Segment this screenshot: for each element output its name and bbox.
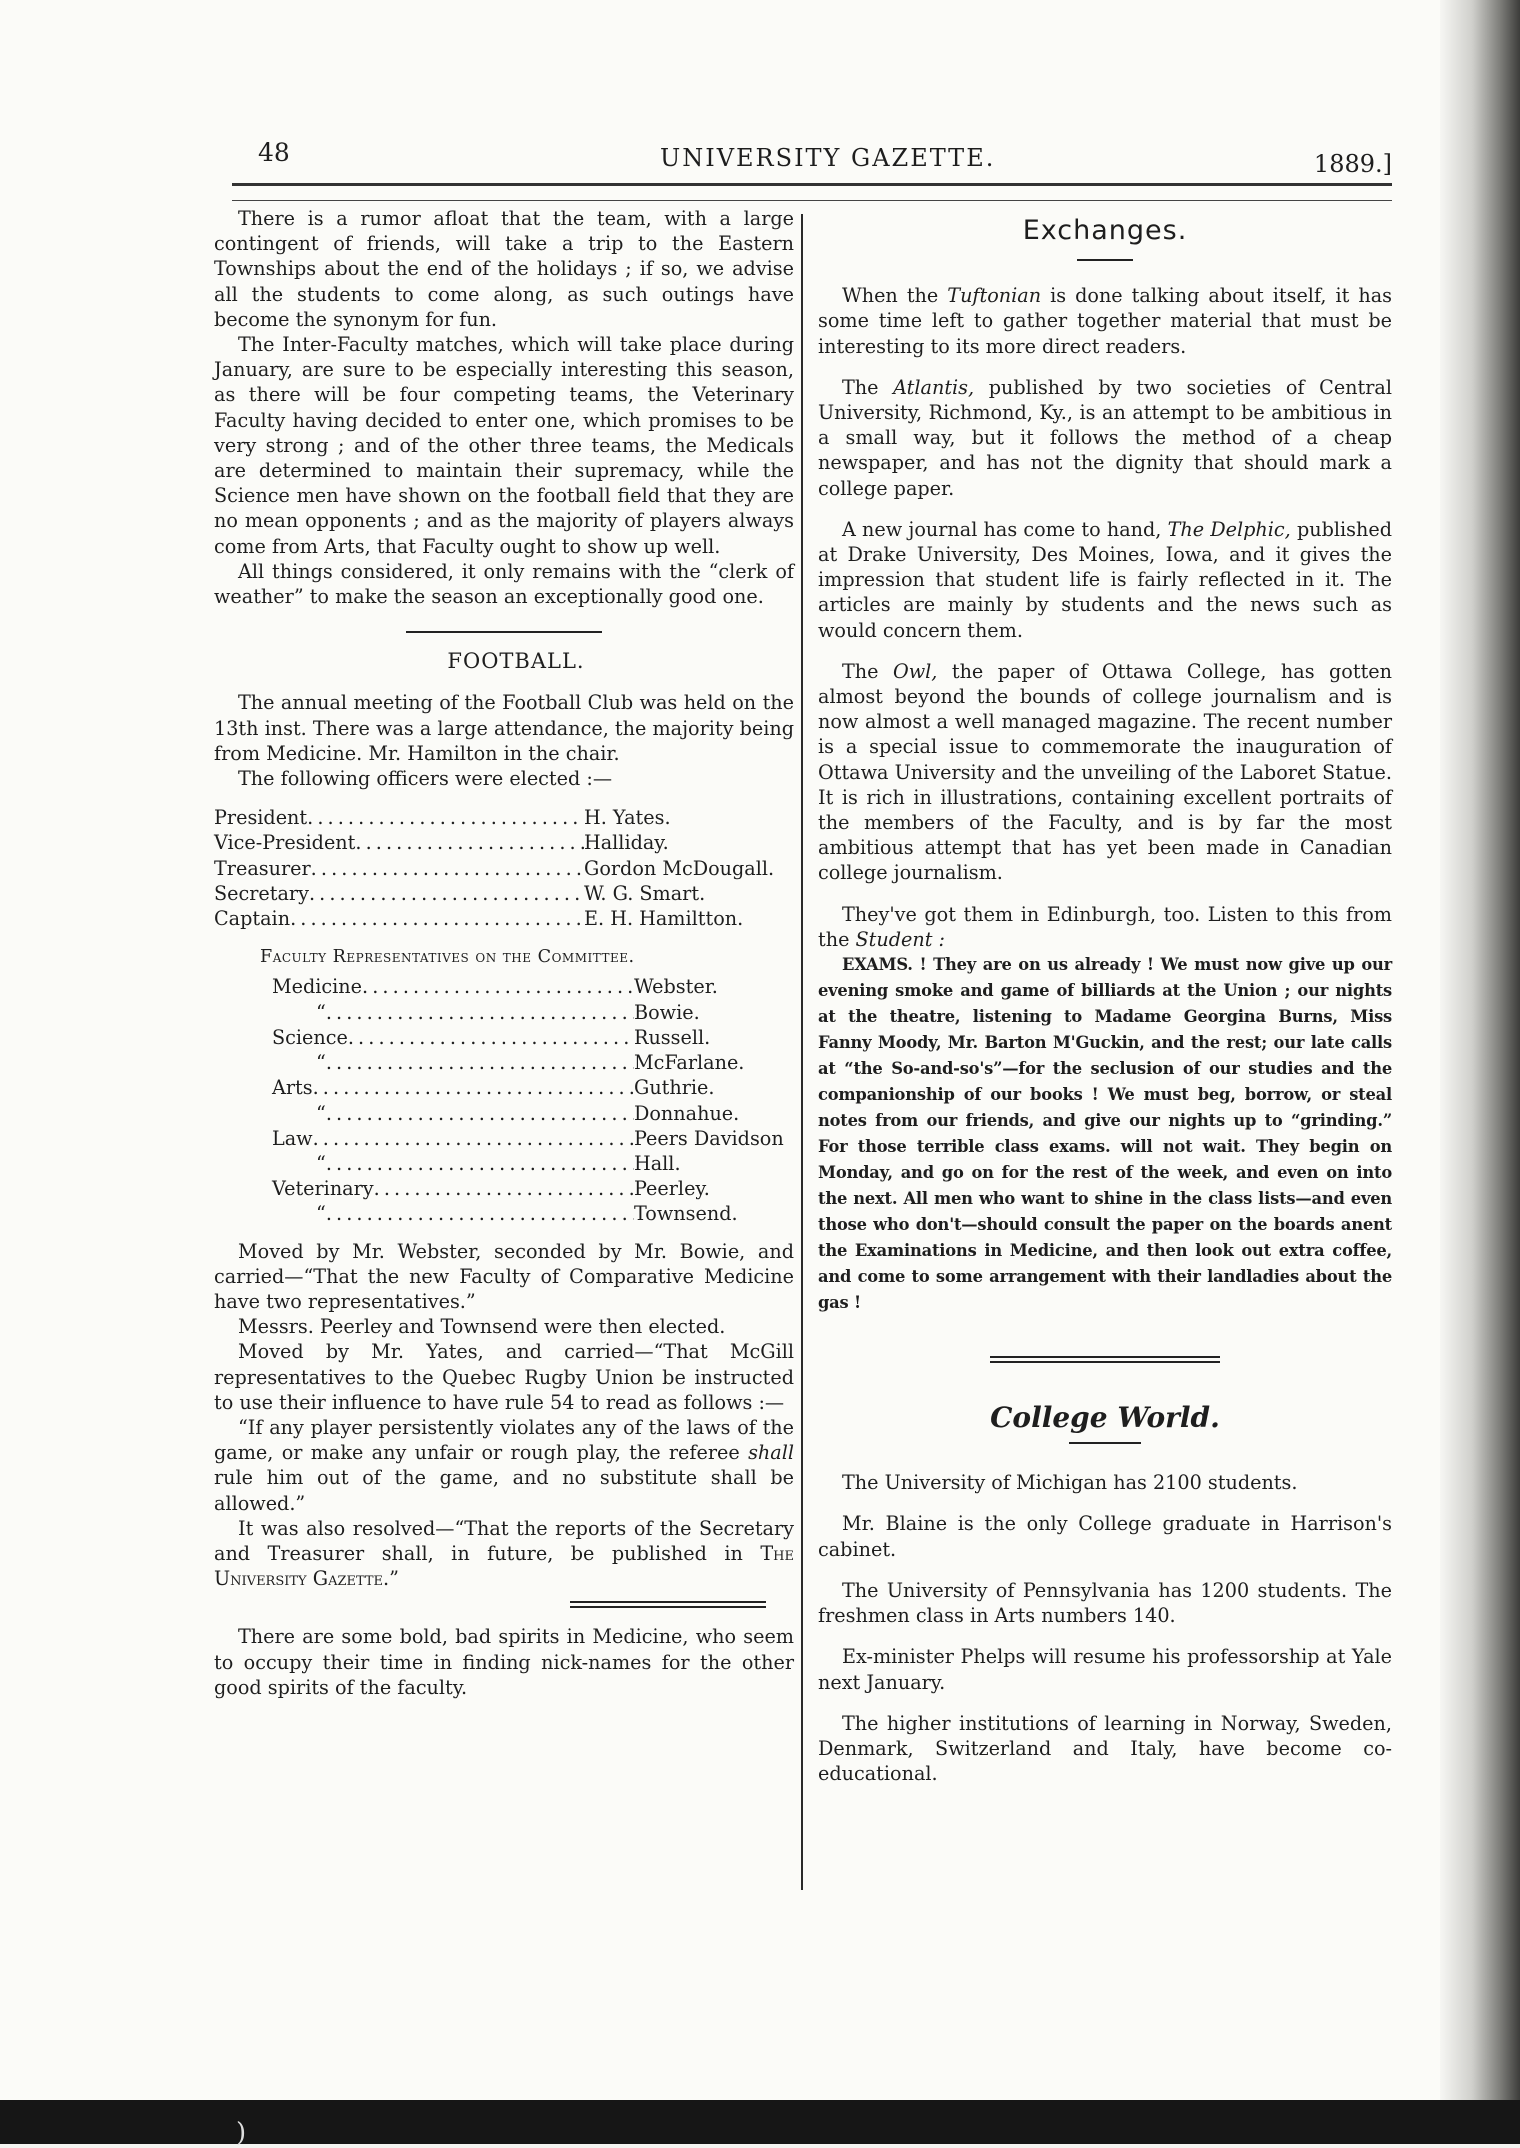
paragraph-weather: All things considered, it only remains with the “clerk of weather” to make the season an exceptionally good one. bbox=[214, 559, 794, 609]
rep-name: Hall. bbox=[634, 1151, 681, 1175]
officer-role: Treasurer bbox=[214, 856, 311, 880]
rep-faculty: “ bbox=[316, 1051, 326, 1075]
rep-row bbox=[272, 1025, 794, 1050]
scan-bottom-border bbox=[0, 2100, 1520, 2144]
leader-dots bbox=[326, 1101, 634, 1126]
rep-faculty: “ bbox=[316, 1000, 326, 1024]
leader-dots bbox=[374, 1176, 634, 1201]
rep-name: Townsend. bbox=[634, 1202, 738, 1226]
rep-row bbox=[272, 1050, 794, 1075]
rep-faculty: Law bbox=[272, 1126, 313, 1150]
officer-row bbox=[214, 805, 794, 830]
rep-row bbox=[272, 1000, 794, 1025]
rep-name: Donnahue. bbox=[634, 1101, 740, 1125]
rep-faculty: “ bbox=[316, 1101, 326, 1125]
right-column bbox=[818, 214, 1392, 1786]
paragraph-officers-intro: The following officers were elected :— bbox=[238, 767, 613, 791]
leader-dots bbox=[311, 856, 584, 881]
rep-row bbox=[272, 1075, 794, 1100]
leader-dots bbox=[348, 1025, 634, 1050]
leader-dots bbox=[326, 1000, 634, 1025]
leader-dots bbox=[290, 906, 584, 931]
rep-name: Bowie. bbox=[634, 1000, 700, 1024]
leader-dots bbox=[313, 1126, 634, 1151]
world-item: Ex-minister Phelps will resume his professorship at Yale next January. bbox=[818, 1645, 1392, 1694]
rep-row bbox=[272, 974, 794, 999]
header-rule-thin bbox=[232, 200, 1392, 201]
rep-faculty: Science bbox=[272, 1025, 348, 1049]
world-item: The University of Pennsylvania has 1200 students. The freshmen class in Arts numbers 140. bbox=[818, 1578, 1392, 1628]
rep-name: Webster. bbox=[634, 975, 718, 999]
column-divider bbox=[801, 214, 803, 1890]
heading-underline bbox=[1069, 1442, 1141, 1444]
rep-row bbox=[272, 1201, 794, 1226]
paragraph-inter-faculty: The Inter-Faculty matches, which will take place during January, are sure to be especially interesting this season, as there will be four competing teams, the Veterinary Faculty having decided to enter one, which promises to be very strong ; and of the other three teams, the Medicals are determined to maintain their supremacy, while the Science men have shown on the football field that they are no mean opponents ; and as the majority of players always come from Arts, that Faculty ought to show up well. bbox=[214, 333, 794, 558]
page-header bbox=[230, 138, 1392, 178]
leader-dots bbox=[326, 1050, 634, 1075]
rep-row bbox=[272, 1176, 794, 1201]
leader-dots bbox=[307, 805, 584, 830]
officers-list bbox=[214, 805, 794, 931]
leader-dots bbox=[313, 1075, 634, 1100]
rep-faculty: “ bbox=[316, 1151, 326, 1175]
leader-dots bbox=[355, 830, 584, 855]
emphasis-shall: shall bbox=[748, 1441, 794, 1465]
rep-name: McFarlane. bbox=[634, 1051, 745, 1075]
rep-row bbox=[272, 1126, 794, 1151]
leader-dots bbox=[326, 1151, 634, 1176]
leader-dots bbox=[362, 974, 634, 999]
officer-name: H. Yates. bbox=[584, 806, 671, 830]
faculty-representatives bbox=[214, 945, 794, 1226]
officer-name: Halliday. bbox=[584, 831, 669, 855]
header-rule-thick bbox=[232, 183, 1392, 186]
world-item: The higher institutions of learning in Norway, Sweden, Denmark, Switzerland and Italy, have become co-educational. bbox=[818, 1711, 1392, 1786]
exchange-tuftonian: When the Tuftonian is done talking about itself, it has some time left to gather together material that must be interesting to its more direct readers. bbox=[818, 284, 1392, 358]
paragraph-annual-meeting: The annual meeting of the Football Club was held on the 13th inst. There was a large attendance, the majority being from Medicine. Mr. Hamilton in the chair. bbox=[214, 691, 794, 765]
student-quote: EXAMS. ! They are on us already ! We must now give up our evening smoke and game of billiards at the Union ; our nights at the theatre, listening to Madame Georgina Burns, Miss Fanny Moody, Mr. Barton M'Guckin, and the rest; our late calls at “the So-and-so's”—for the seclusion of our studies and the companionship of our books ! We must beg, borrow, or steal notes from our friends, and give our nights up to “grinding.” For those terrible class exams. will not wait. They begin on Monday, and go on for the rest of the week, and even on into the next. All men who want to shine in the class lists—and even those who don't—should consult the paper on the boards anent the Examinations in Medicine, and then look out extra coffee, and come to some arrangement with their landladies about the gas ! bbox=[818, 955, 1392, 1313]
publication-year: 1889.] bbox=[1313, 150, 1392, 178]
exchanges-heading: Exchanges. bbox=[1022, 215, 1188, 246]
officer-role: Vice-President bbox=[214, 831, 356, 855]
football-heading: FOOTBALL. bbox=[447, 649, 585, 674]
paragraph-nick-names: There are some bold, bad spirits in Medicine, who seem to occupy their time in finding nick-names for the other good spirits of the faculty. bbox=[214, 1625, 794, 1699]
officer-row bbox=[214, 856, 794, 881]
officer-name: Gordon McDougall. bbox=[584, 856, 775, 880]
rep-faculty: Veterinary bbox=[272, 1177, 374, 1201]
officer-row bbox=[214, 906, 794, 931]
rep-name: Peers Davidson bbox=[634, 1126, 784, 1150]
world-item: Mr. Blaine is the only College graduate in Harrison's cabinet. bbox=[818, 1512, 1392, 1561]
exchange-delphic: A new journal has come to hand, The Delphic, published at Drake University, Des Moines, Iowa, and it gives the impression that student life is fairly reflected in it. The articles are mainly by students and the news such as would concern them. bbox=[818, 517, 1392, 642]
publication-title: UNIVERSITY GAZETTE. bbox=[660, 144, 996, 172]
paragraph-resolution: It was also resolved—“That the reports of the Secretary and Treasurer shall, in future, be published in The University Gazette.” bbox=[214, 1516, 794, 1591]
corner-mark: ) bbox=[236, 2118, 247, 2148]
paragraph-team-trip: There is a rumor afloat that the team, with a large contingent of friends, will take a trip to the Eastern Townships about the end of the holidays ; if so, we advise all the students to come along, as such outings have become the synonym for fun. bbox=[214, 207, 794, 331]
world-item: The University of Michigan has 2100 students. bbox=[842, 1471, 1298, 1495]
left-column bbox=[214, 206, 794, 1700]
rep-name: Peerley. bbox=[634, 1177, 710, 1201]
paragraph-motion-yates: Moved by Mr. Yates, and carried—“That McGill representatives to the Quebec Rugby Union be instructed to use their influence to have rule 54 to read as follows :— bbox=[214, 1340, 794, 1414]
paragraph-elected: Messrs. Peerley and Townsend were then elected. bbox=[238, 1315, 726, 1339]
paragraph-motion-webster: Moved by Mr. Webster, seconded by Mr. Bowie, and carried—“That the new Faculty of Comparative Medicine have two representatives.” bbox=[214, 1239, 794, 1313]
rep-faculty: Medicine bbox=[272, 975, 363, 999]
rep-faculty: Arts bbox=[272, 1076, 313, 1100]
officer-name: W. G. Smart. bbox=[584, 881, 706, 905]
representatives-heading: Faculty Representatives on the Committee. bbox=[260, 947, 635, 968]
college-world-heading: College World. bbox=[990, 1401, 1220, 1435]
officer-role: President bbox=[214, 806, 308, 830]
rep-row bbox=[272, 1101, 794, 1126]
rep-name: Guthrie. bbox=[634, 1076, 715, 1100]
section-divider bbox=[406, 631, 602, 633]
page-number: 48 bbox=[258, 138, 290, 167]
exchange-edinburgh: They've got them in Edinburgh, too. Listen to this from the Student : bbox=[818, 902, 1392, 951]
paragraph-rule-54: “If any player persistently violates any of the laws of the game, or make any unfair or rough play, the referee shall rule him out of the game, and no substitute shall be allowed.” bbox=[214, 1415, 794, 1515]
leader-dots bbox=[309, 881, 584, 906]
rep-faculty: “ bbox=[316, 1202, 326, 1226]
officer-role: Secretary bbox=[214, 881, 309, 905]
exchange-owl: The Owl, the paper of Ottawa College, has gotten almost beyond the bounds of college journalism and is now almost a well managed magazine. The recent number is a special issue to commemorate the inauguration of Ottawa University and the unveiling of the Laboret Statue. It is rich in illustrations, containing excellent portraits of the members of the Faculty, and is by far the most ambitious attempt that has yet been made in Canadian college journalism. bbox=[818, 659, 1392, 885]
officer-role: Captain bbox=[214, 907, 291, 931]
officer-name: E. H. Hamiltton. bbox=[584, 907, 744, 931]
heading-underline bbox=[1077, 259, 1133, 261]
section-divider-double bbox=[990, 1356, 1220, 1363]
leader-dots bbox=[326, 1201, 634, 1226]
exchange-atlantis: The Atlantis, published by two societies of Central University, Richmond, Ky., is an attempt to be ambitious in a small way, but it follows the method of a cheap newspaper, and has not the dignity that should mark a college paper. bbox=[818, 375, 1392, 500]
rep-name: Russell. bbox=[634, 1025, 711, 1049]
officer-row bbox=[214, 830, 794, 855]
section-divider-double bbox=[570, 1601, 766, 1608]
page-edge-shadow bbox=[1440, 0, 1520, 2144]
rep-row bbox=[272, 1151, 794, 1176]
gazette-name: The University Gazette. bbox=[214, 1541, 794, 1591]
officer-row bbox=[214, 881, 794, 906]
